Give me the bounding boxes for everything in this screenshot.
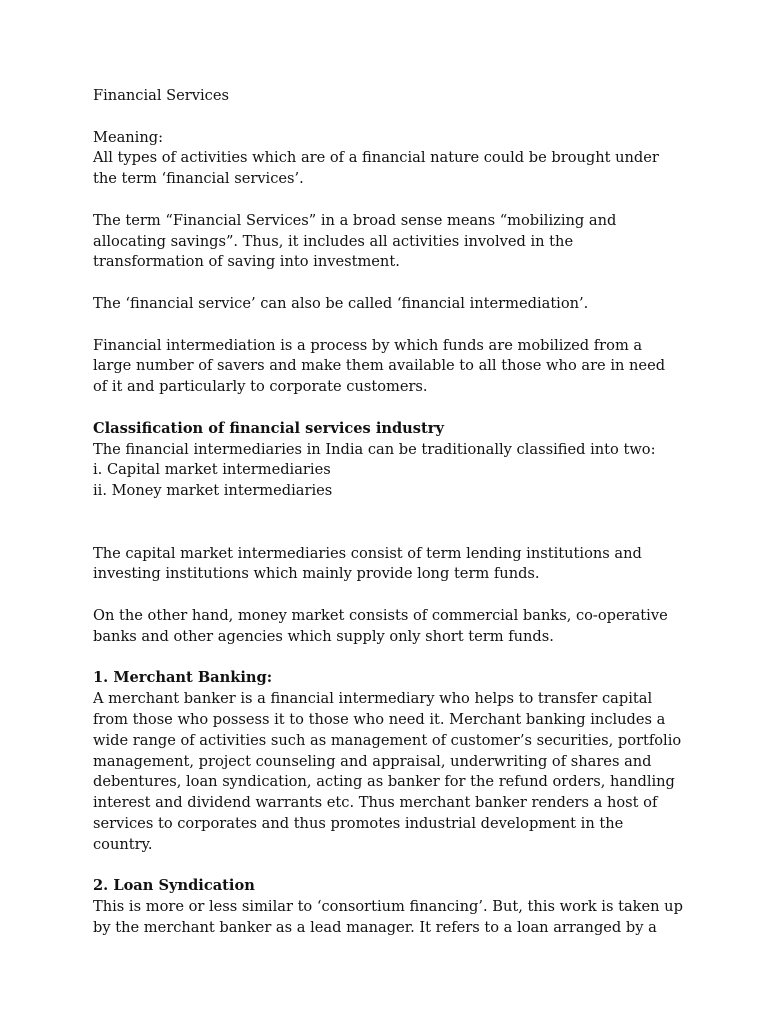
spacer — [93, 502, 683, 544]
spacer — [93, 273, 683, 294]
merchant-banking-heading: 1. Merchant Banking: — [93, 669, 273, 687]
document-title: Financial Services — [93, 87, 229, 104]
spacer — [93, 107, 683, 128]
spacer — [93, 648, 683, 669]
document-page — [93, 86, 683, 939]
intermediation-paragraph: Financial intermediation is a process by which funds are mobilized from a large number of savers and make them available to all those who are in need of it and particularly to corporate customers. — [93, 336, 666, 396]
money-market-paragraph: On the other hand, money market consists of commercial banks, co-operative banks and other agencies which supply only short term funds. — [93, 606, 668, 645]
spacer — [93, 315, 683, 336]
spacer — [93, 585, 683, 606]
classification-item: ii. Money market intermediaries — [93, 482, 333, 500]
broad-sense-paragraph: The term “Financial Services” in a broad sense means “mobilizing and allocating savings”. Thus, it includes all activities involved in the transformation of saving into investment. — [93, 211, 617, 271]
classification-heading: Classification of financial services industry — [93, 419, 444, 437]
merchant-banking-paragraph: A merchant banker is a financial intermediary who helps to transfer capital from those who possess it to those who need it. Merchant banking includes a wide range of activities such as management of customer’s securities, portfolio management, project counseling and appraisal, underwriting of shares and debentures, loan syndication, acting as banker for the refund orders, handling interest and dividend warrants etc. Thus merchant banker renders a host of services to corporates and thus promotes industrial development in the country. — [93, 690, 682, 853]
spacer — [93, 190, 683, 211]
classification-intro: The financial intermediaries in India can be traditionally classified into two: — [93, 440, 656, 458]
loan-syndication-paragraph: This is more or less similar to ‘consortium financing’. But, this work is taken up by the merchant banker as a lead manager. It refers to a loan arranged by a — [93, 898, 683, 936]
meaning-label: Meaning: — [93, 128, 164, 146]
spacer — [93, 855, 683, 876]
spacer — [93, 398, 683, 419]
capital-market-paragraph: The capital market intermediaries consist of term lending institutions and investing institutions which mainly provide long term funds. — [93, 544, 642, 583]
meaning-paragraph: All types of activities which are of a financial nature could be brought under the term ‘financial services’. — [93, 149, 659, 188]
loan-syndication-heading: 2. Loan Syndication — [93, 877, 255, 895]
classification-item: i. Capital market intermediaries — [93, 461, 331, 479]
also-called-paragraph: The ‘financial service’ can also be called ‘financial intermediation’. — [93, 294, 589, 312]
